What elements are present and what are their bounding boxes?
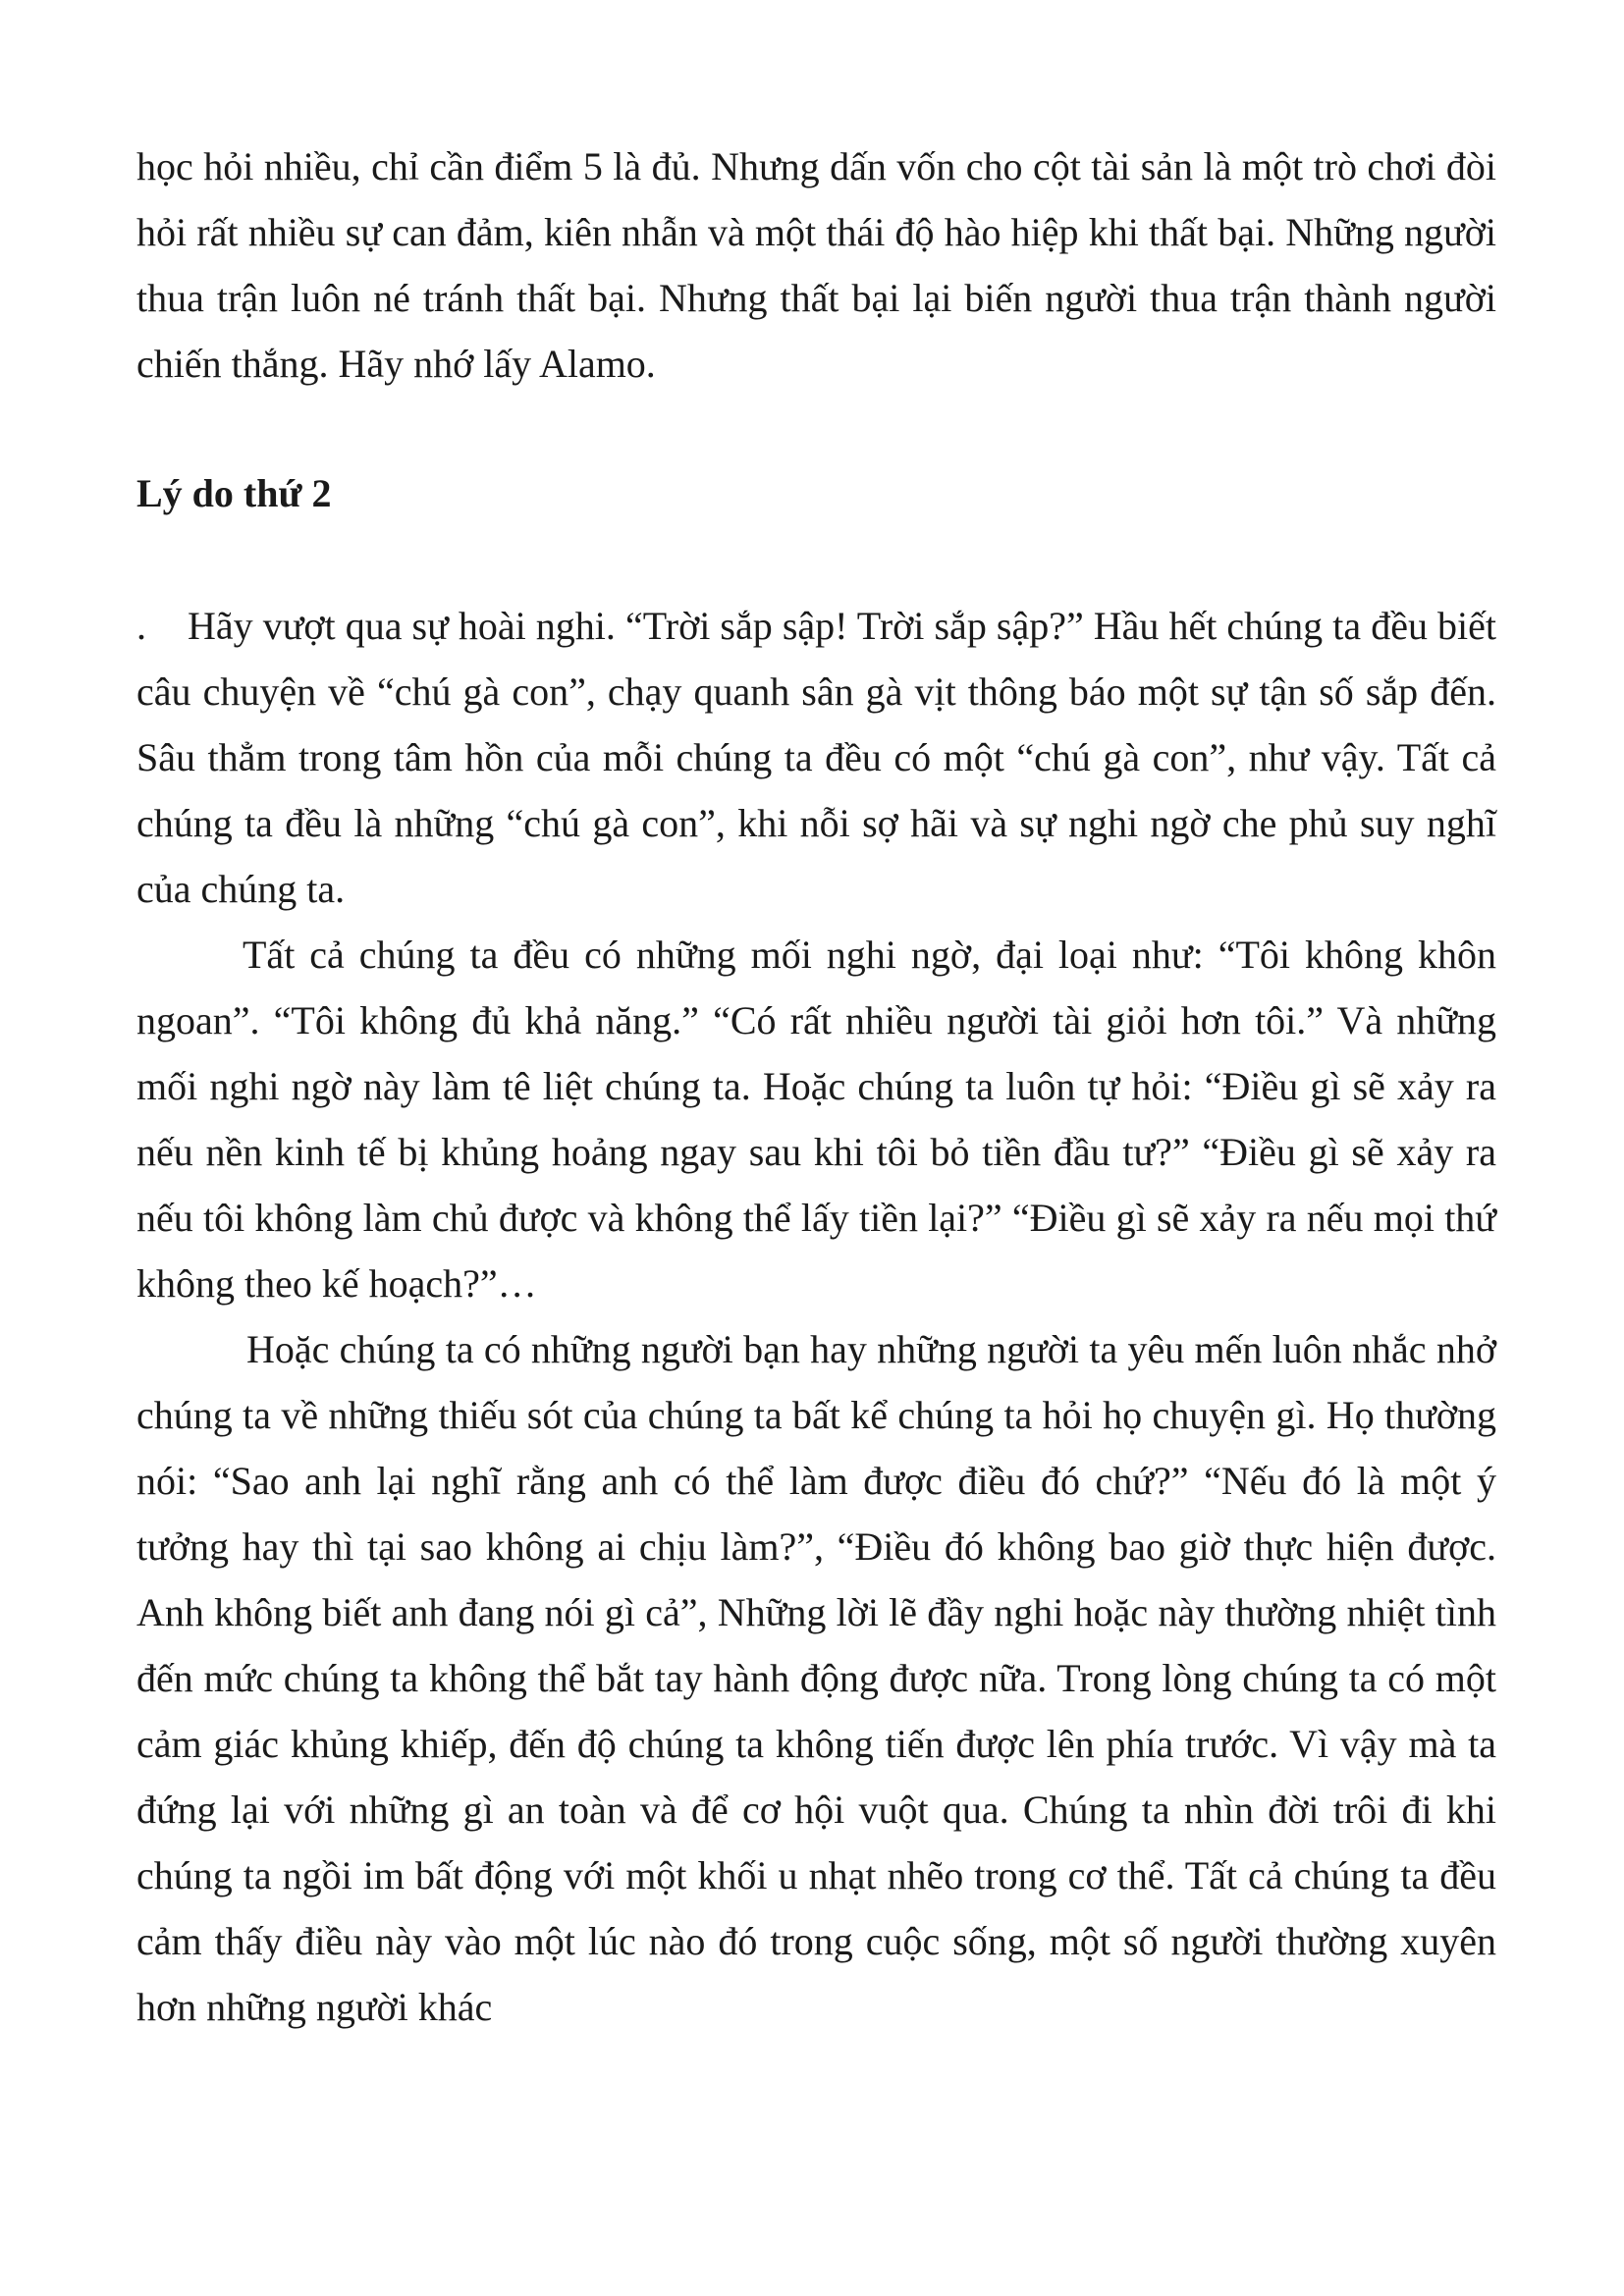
paragraph-2: Tất cả chúng ta đều có những mối nghi ngờ, đại loại như: “Tôi không khôn ngoan”. “Tôi không đủ khả năng.” “Có rất nhiều người tài giỏi hơn tôi.” Và những mối nghi ngờ này làm tê liệt chúng ta. Hoặc chúng ta luôn tự hỏi: “Điều gì sẽ xảy ra nếu nền kinh tế bị khủng hoảng ngay sau khi tôi bỏ tiền đầu tư?” “Điều gì sẽ xảy ra nếu tôi không làm chủ được và không thể lấy tiền lại?” “Điều gì sẽ xảy ra nếu mọi thứ không theo kế hoạch?”… <box>136 933 1496 1306</box>
paragraph-1-mark: . <box>136 604 146 648</box>
intro-paragraph: học hỏi nhiều, chỉ cần điểm 5 là đủ. Nhưng dấn vốn cho cột tài sản là một trò chơi đòi hỏi rất nhiều sự can đảm, kiên nhẫn và một thái độ hào hiệp khi thất bại. Những người thua trận luôn né tránh thất bại. Nhưng thất bại lại biến người thua trận thành người chiến thắng. Hãy nhớ lấy Alamo. <box>136 144 1496 386</box>
document-page <box>136 133 1496 2040</box>
paragraph-1 <box>136 593 1496 922</box>
paragraph-3: Hoặc chúng ta có những người bạn hay những người ta yêu mến luôn nhắc nhở chúng ta về những thiếu sót của chúng ta bất kể chúng ta hỏi họ chuyện gì. Họ thường nói: “Sao anh lại nghĩ rằng anh có thể làm được điều đó chứ?” “Nếu đó là một ý tưởng hay thì tại sao không ai chịu làm?”, “Điều đó không bao giờ thực hiện được. Anh không biết anh đang nói gì cả”, Những lời lẽ đầy nghi hoặc này thường nhiệt tình đến mức chúng ta không thể bắt tay hành động được nữa. Trong lòng chúng ta có một cảm giác khủng khiếp, đến độ chúng ta không tiến được lên phía trước. Vì vậy mà ta đứng lại với những gì an toàn và để cơ hội vuột qua. Chúng ta nhìn đời trôi đi khi chúng ta ngồi im bất động với một khối u nhạt nhẽo trong cơ thể. Tất cả chúng ta đều cảm thấy điều này vào một lúc nào đó trong cuộc sống, một số người thường xuyên hơn những người khác <box>136 1327 1496 2029</box>
paragraph-1-text: Hãy vượt qua sự hoài nghi. “Trời sắp sập! Trời sắp sập?” Hầu hết chúng ta đều biết câu chuyện về “chú gà con”, chạy quanh sân gà vịt thông báo một sự tận số sắp đến. Sâu thẳm trong tâm hồn của mỗi chúng ta đều có một “chú gà con”, như vậy. Tất cả chúng ta đều là những “chú gà con”, khi nỗi sợ hãi và sự nghi ngờ che phủ suy nghĩ của chúng ta. <box>136 604 1496 911</box>
section-heading: Lý do thứ 2 <box>136 471 332 515</box>
